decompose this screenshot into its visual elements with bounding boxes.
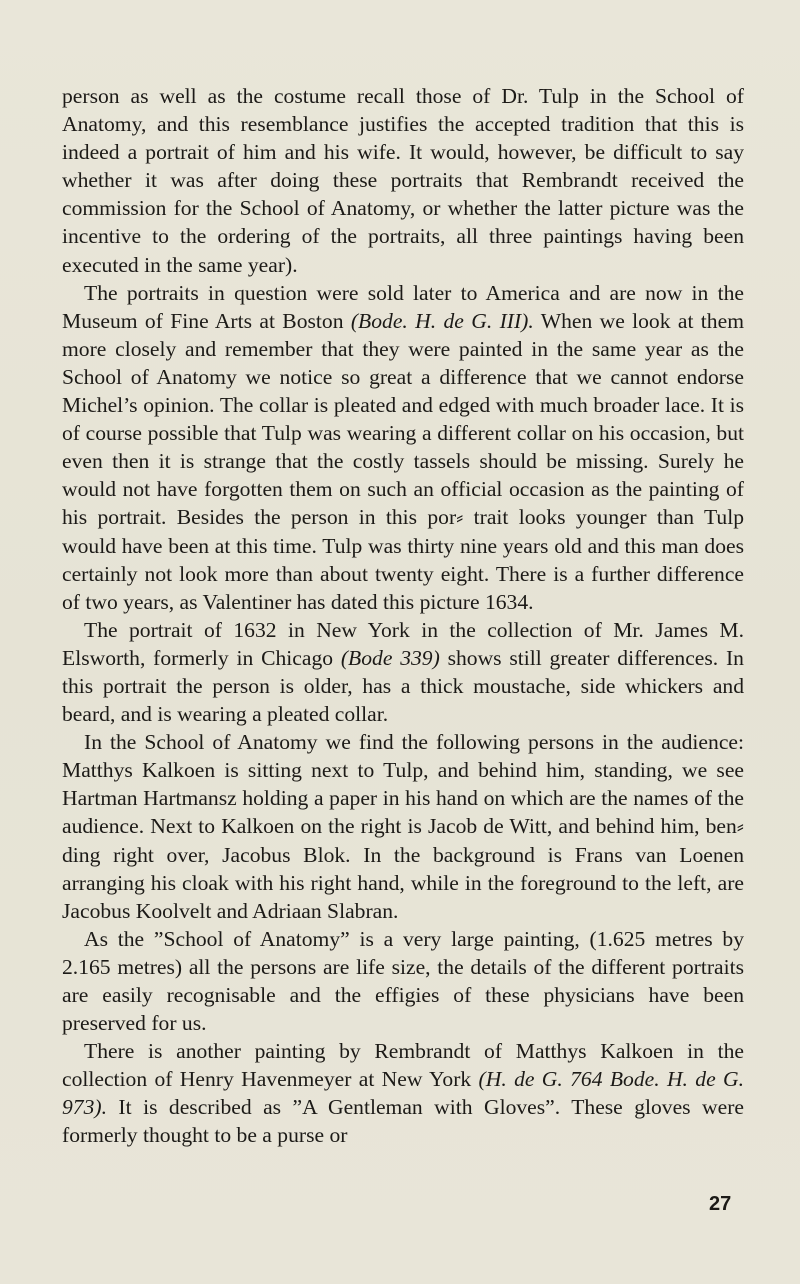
page-number: 27 [709,1193,732,1215]
citation: (Bode 339) [340,645,440,670]
paragraph-2: The portraits in question were sold later to America and are now in the Museum of Fine Arts at Boston (Bode. H. de G. III). When we look at them more closely and remember that they were painted in the same year as the School of Anatomy we notice so great a difference that we cannot endorse Michel’s opinion. The collar is pleated and edged with much broader lace. It is of course possible that Tulp was wearing a different collar on his occasion, but even then it is strange that the costly tassels should be missing. Surely he would not have forgotten them on such an official occasion as the painting of his portrait. Besides the person in this por⸗ trait looks younger than Tulp would have been at this time. Tulp was thirty nine years old and this man does certainly not look more than about twenty eight. There is a further difference of two years, as Valentiner has dated this picture 1634. [62,280,744,614]
paragraph-4: In the School of Anatomy we find the following persons in the audience: Matthys Kalkoen is sitting next to Tulp, and behind him, standing, we see Hartman Hartmansz holding a paper in his hand on which are the names of the audience. Next to Kalkoen on the right is Jacob de Witt, and behind him, ben⸗ ding right over, Jacobus Blok. In the background is Frans van Loenen arranging his cloak with his right hand, while in the foreground to the left, are Jacobus Koolvelt and Adriaan Slabran. [62,730,744,923]
citation: (H. de G. 764 Bode. H. de G. 973). [62,1067,744,1120]
paragraph-1: person as well as the costume recall those of Dr. Tulp in the School of Anatomy, and this resemblance justifies the accepted tradition that this is indeed a portrait of him and his wife. It would, however, be difficult to say whether it was after doing these portraits that Rembrandt received the commission for the School of Anatomy, or whether the latter picture was the incentive to the ordering of the portraits, all three paintings having been executed in the same year). [62,84,744,277]
paragraph-5: As the ”School of Anatomy” is a very large painting, (1.625 metres by 2.165 metres) all the persons are life size, the details of the different portraits are easily recognisable and the effigies of these physicians have been preserved for us. [62,926,744,1036]
citation: (Bode. H. de G. III). [350,308,534,333]
paragraph-3: The portrait of 1632 in New York in the collection of Mr. James M. Elsworth, formerly in Chicago (Bode 339) shows still greater differences. In this portrait the person is older, has a thick moustache, side whickers and beard, and is wearing a pleated collar. [62,617,744,727]
paragraph-6: There is another painting by Rembrandt of Matthys Kalkoen in the collection of Henry Havenmeyer at New York (H. de G. 764 Bode. H. de G. 973). It is described as ”A Gentleman with Gloves”. These gloves were formerly thought to be a purse or [62,1039,744,1148]
body-text [62,82,744,1150]
